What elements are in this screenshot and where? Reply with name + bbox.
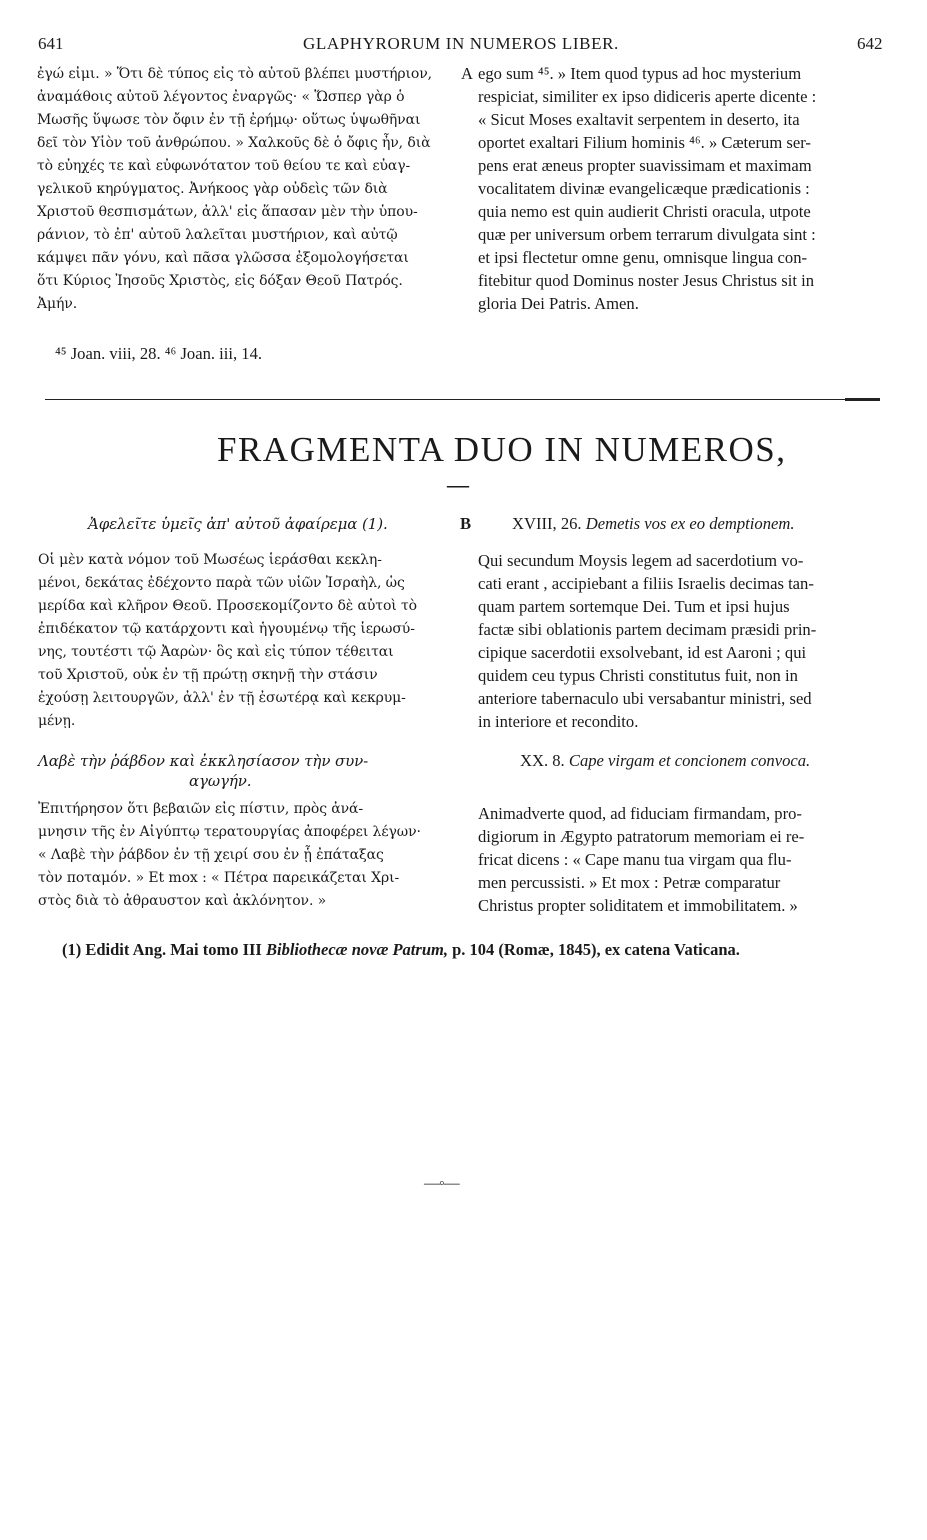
section-divider bbox=[45, 399, 880, 400]
fragment2-latin-heading bbox=[520, 751, 810, 771]
latin-line: quæ per universum orbem terrarum divulgata sint : bbox=[478, 225, 816, 244]
greek-line: « Λαβὲ τὴν ῥάβδον ἐν τῇ χειρί σου ἐν ᾗ ἐπάταξας bbox=[38, 847, 384, 863]
greek-line: ἐγώ εἰμι. » Ὅτι δὲ τύπος εἰς τὸ αὐτοῦ βλέπει μυστήριον, bbox=[37, 66, 433, 82]
right-page-number: 642 bbox=[857, 34, 883, 53]
latin-line: vocalitatem divinæ evangelicæque prædicationis : bbox=[478, 179, 810, 198]
latin-line: « Sicut Moses exaltavit serpentem in deserto, ita bbox=[478, 110, 800, 129]
latin-line: anteriore tabernaculo ubi versabantur ministri, sed bbox=[478, 689, 812, 708]
greek-line: Ἀμήν. bbox=[37, 296, 78, 312]
section-title: FRAGMENTA DUO IN NUMEROS, bbox=[217, 430, 787, 469]
latin-line: quidem ceu typus Christi constitutus fuit, non in bbox=[478, 666, 798, 685]
editorial-note bbox=[62, 940, 740, 960]
fragment2-greek-heading-cont: αγωγήν. bbox=[189, 772, 252, 790]
greek-line: μένοι, δεκάτας ἐδέχοντο παρὰ τῶν υἱῶν Ἰσραὴλ, ὡς bbox=[38, 575, 405, 591]
scripture-footnote: ⁴⁵ Joan. viii, 28. ⁴⁶ Joan. iii, 14. bbox=[55, 344, 263, 363]
greek-line: μνησιν τῆς ἐν Αἰγύπτῳ τερατουργίας ἀποφέρει λέγων· bbox=[38, 824, 421, 840]
margin-marker-a: A bbox=[461, 64, 473, 83]
latin-line: respiciat, similiter ex ipso didiceris aperte dicente : bbox=[478, 87, 817, 106]
latin-line: in interiore et recondito. bbox=[478, 712, 639, 731]
latin-line: cipique sacerdotii exsolvebant, id est Aaroni ; qui bbox=[478, 643, 807, 662]
latin-line: gloria Dei Patris. Amen. bbox=[478, 294, 639, 313]
note-title: Bibliothecæ novæ Patrum, bbox=[265, 940, 448, 959]
running-title: GLAPHYRORUM IN NUMEROS LIBER. bbox=[303, 34, 619, 53]
greek-line: δεῖ τὸν Υἱὸν τοῦ ἀνθρώπου. » Χαλκοῦς δὲ ὁ ὄφις ἦν, διὰ bbox=[37, 135, 431, 151]
latin-line: Qui secundum Moysis legem ad sacerdotium vo- bbox=[478, 551, 804, 570]
note-suffix: p. 104 (Romæ, 1845), ex catena Vaticana. bbox=[447, 940, 740, 959]
greek-line: Ἐπιτήρησον ὅτι βεβαιῶν εἰς πίστιν, πρὸς ἀνά- bbox=[38, 801, 364, 817]
latin-line: pens erat æneus propter suavissimam et maximam bbox=[478, 156, 812, 175]
fragment2-verse: Cape virgam et concionem convoca. bbox=[568, 751, 811, 770]
margin-marker-b: B bbox=[460, 514, 472, 533]
latin-line: factæ sibi oblationis partem decimam præsidi prin- bbox=[478, 620, 817, 639]
latin-line: fitebitur quod Dominus noster Jesus Christus sit in bbox=[478, 271, 815, 290]
end-ornament: —◦— bbox=[424, 1175, 459, 1192]
latin-line: quam partem sortemque Dei. Tum et ipsi hujus bbox=[478, 597, 790, 616]
latin-line: cati erant , accipiebant a filiis Israelis decimas tan- bbox=[478, 574, 814, 593]
latin-line: ego sum ⁴⁵. » Item quod typus ad hoc mysterium bbox=[478, 64, 802, 83]
latin-line: quia nemo est quin audierit Christi oracula, utpote bbox=[478, 202, 811, 221]
greek-line: Χριστοῦ θεσπισμάτων, ἀλλ' εἰς ἅπασαν μὲν τὴν ὑπου- bbox=[37, 204, 418, 220]
greek-line: μερίδα καὶ κλῆρον Θεοῦ. Προσεκομίζοντο δὲ αὐτοὶ τὸ bbox=[38, 598, 417, 614]
left-page-number: 641 bbox=[38, 34, 64, 53]
fragment1-latin-heading bbox=[512, 514, 795, 534]
section-divider-thick-end bbox=[845, 398, 880, 401]
greek-line: ράνιον, τὸ ἐπ' αὐτοῦ λαλεῖται μυστήριον, καὶ αὐτῷ bbox=[37, 227, 398, 243]
latin-line: Christus propter soliditatem et immobilitatem. » bbox=[478, 896, 798, 915]
greek-line: τοῦ Χριστοῦ, οὐκ ἐν τῇ πρώτῃ σκηνῇ τὴν στάσιν bbox=[38, 667, 378, 683]
latin-line: men percussisti. » Et mox : Petræ comparatur bbox=[478, 873, 781, 892]
greek-line: τὸν ποταμόν. » Et mox : « Πέτρα παρεικάζεται Χρι- bbox=[38, 870, 400, 886]
latin-line: Animadverte quod, ad fiduciam firmandam, pro- bbox=[478, 804, 802, 823]
greek-line: γελικοῦ κηρύγματος. Ἀνήκοος γὰρ οὐδεὶς τῶν διὰ bbox=[37, 181, 388, 197]
fragment1-verse: Demetis vos ex eo demptionem. bbox=[585, 514, 795, 533]
fragment1-greek-heading: Ἀφελεῖτε ὑμεῖς ἀπ' αὐτοῦ ἀφαίρεμα (1). bbox=[88, 515, 388, 533]
latin-line: digiorum in Ægypto patratorum memoriam ei re- bbox=[478, 827, 805, 846]
greek-line: μένῃ. bbox=[38, 713, 76, 729]
greek-line: ἀναμάθοις αὐτοῦ λέγοντος ἐναργῶς· « Ὥσπερ γὰρ ὁ bbox=[37, 89, 405, 105]
greek-line: τὸ εὐηχές τε καὶ εὐφωνότατον τοῦ θείου τε καὶ εὐαγ- bbox=[37, 158, 411, 174]
latin-line: fricat dicens : « Cape manu tua virgam qua flu- bbox=[478, 850, 792, 869]
greek-line: Οἱ μὲν κατὰ νόμον τοῦ Μωσέως ἱεράσθαι κεκλη- bbox=[38, 552, 382, 568]
title-dash: — bbox=[447, 472, 469, 497]
greek-line: Μωσῆς ὕψωσε τὸν ὄφιν ἐν τῇ ἐρήμῳ· οὕτως ὑψωθῆναι bbox=[37, 112, 421, 128]
greek-line: ἐχούσῃ λειτουργῶν, ἀλλ' ἐν τῇ ἐσωτέρᾳ καὶ κεκρυμ- bbox=[38, 690, 406, 706]
latin-line: et ipsi flectetur omne genu, omnisque lingua con- bbox=[478, 248, 808, 267]
greek-line: κάμψει πᾶν γόνυ, καὶ πᾶσα γλῶσσα ἐξομολογήσεται bbox=[37, 250, 409, 266]
greek-line: στὸς διὰ τὸ ἀθραυστον καὶ ἀκλόνητον. » bbox=[38, 893, 327, 909]
latin-line: oportet exaltari Filium hominis ⁴⁶. » Cæterum ser- bbox=[478, 133, 811, 152]
greek-line: νης, τουτέστι τῷ Ἀαρὼν· ὃς καὶ εἰς τύπον τέθειται bbox=[38, 644, 394, 660]
greek-line: ἐπιδέκατον τῷ κατάρχοντι καὶ ἡγουμένῳ τῆς ἱερωσύ- bbox=[38, 621, 415, 637]
fragment2-ref: XX. 8. bbox=[520, 751, 565, 770]
note-prefix: (1) Edidit Ang. Mai tomo III bbox=[62, 940, 266, 959]
fragment1-ref: XVIII, 26. bbox=[512, 514, 582, 533]
greek-line: ὅτι Κύριος Ἰησοῦς Χριστὸς, εἰς δόξαν Θεοῦ Πατρός. bbox=[37, 273, 403, 289]
fragment2-greek-heading: Λαβὲ τὴν ῥάβδον καὶ ἐκκλησίασον τὴν συν- bbox=[38, 752, 369, 770]
